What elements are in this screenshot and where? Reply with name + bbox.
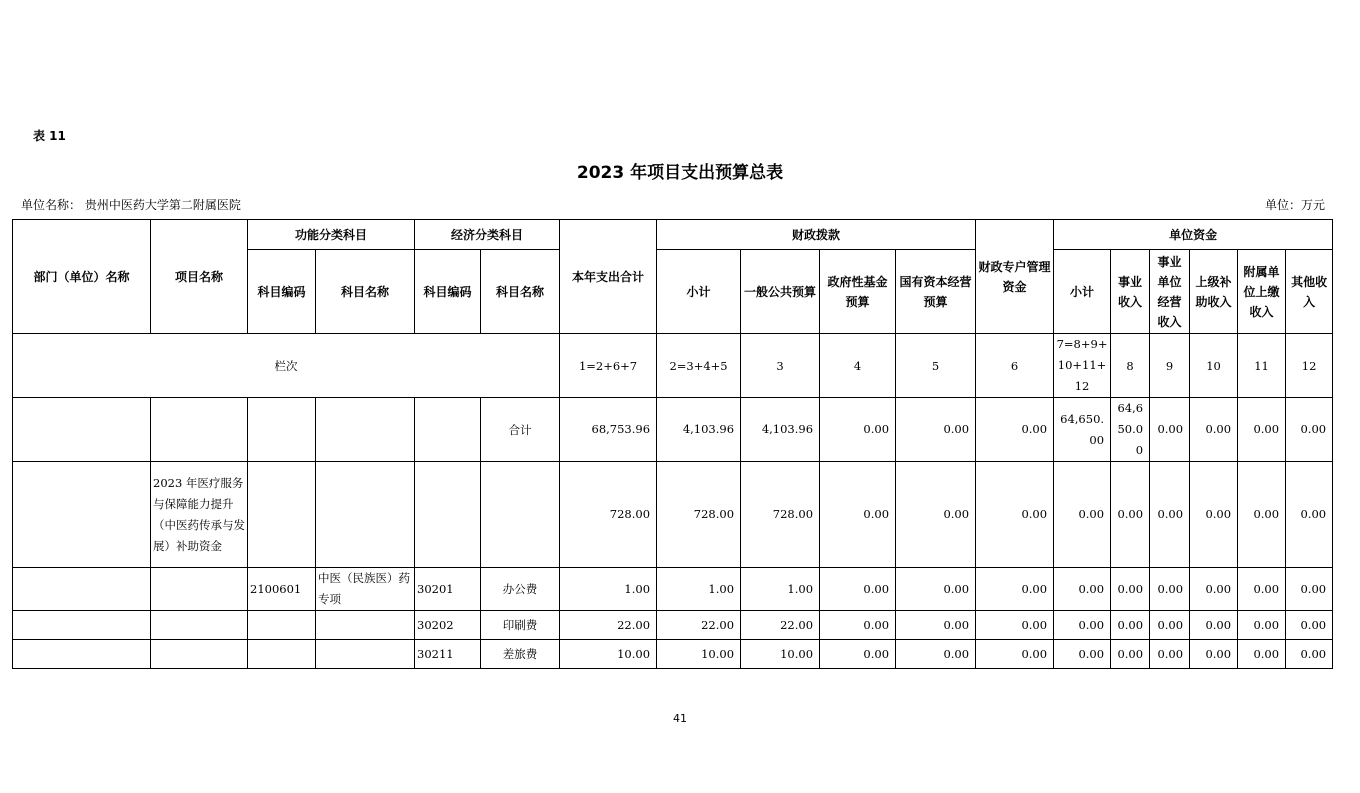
column-index-cell: 6 [976, 334, 1054, 398]
column-index-cell: 5 [896, 334, 976, 398]
column-index-cell: 2=3+4+5 [657, 334, 741, 398]
header-func-code: 科目编码 [248, 250, 316, 334]
table-row [13, 640, 1333, 669]
table-row [13, 398, 1333, 462]
amount-cell: 728.00 [560, 462, 657, 568]
amount-cell: 0.00 [820, 568, 896, 611]
project-name-cell: 2023 年医疗服务与保障能力提升（中医药传承与发展）补助资金 [151, 462, 248, 568]
header-econ-name: 科目名称 [481, 250, 560, 334]
column-index-cell: 9 [1150, 334, 1190, 398]
currency-unit: 单位：万元 [1264, 198, 1325, 212]
econ-code-cell: 30201 [415, 568, 481, 611]
column-index-row [13, 334, 1333, 398]
amount-cell: 0.00 [1150, 611, 1190, 640]
amount-cell: 0.00 [1190, 640, 1238, 669]
amount-cell: 22.00 [657, 611, 741, 640]
column-index-cell: 1=2+6+7 [560, 334, 657, 398]
amount-cell: 1.00 [560, 568, 657, 611]
amount-cell: 0.00 [976, 611, 1054, 640]
func-code-cell: 2100601 [248, 568, 316, 611]
amount-cell: 68,753.96 [560, 398, 657, 462]
amount-cell: 0.00 [896, 640, 976, 669]
amount-cell: 0.00 [820, 398, 896, 462]
amount-cell: 0.00 [1238, 640, 1286, 669]
column-index-cell: 12 [1286, 334, 1333, 398]
amount-cell: 10.00 [741, 640, 820, 669]
header-func-name: 科目名称 [316, 250, 415, 334]
header-total: 本年支出合计 [560, 220, 657, 334]
amount-cell: 0.00 [976, 398, 1054, 462]
func-name-cell [316, 611, 415, 640]
amount-cell: 0.00 [1238, 398, 1286, 462]
amount-cell: 22.00 [560, 611, 657, 640]
dept-cell [13, 462, 151, 568]
table-body [13, 398, 1333, 669]
table-number: 表 11 [33, 129, 66, 143]
column-index-cell: 11 [1238, 334, 1286, 398]
amount-cell: 0.00 [1111, 611, 1150, 640]
column-index-label: 栏次 [13, 334, 560, 398]
header-econ-group: 经济分类科目 [415, 220, 560, 250]
page-title: 2023 年项目支出预算总表 [576, 163, 784, 183]
amount-cell: 0.00 [976, 568, 1054, 611]
header-gov-fund: 政府性基金预算 [820, 250, 896, 334]
amount-cell: 728.00 [741, 462, 820, 568]
project-name-cell [151, 568, 248, 611]
func-name-cell [316, 398, 415, 462]
amount-cell: 64,650.00 [1111, 398, 1150, 462]
table-header [13, 220, 1333, 334]
amount-cell: 0.00 [820, 640, 896, 669]
unit-name [21, 196, 241, 213]
econ-name-cell: 办公费 [481, 568, 560, 611]
amount-cell: 0.00 [1054, 462, 1111, 568]
amount-cell: 0.00 [1190, 568, 1238, 611]
amount-cell: 0.00 [896, 462, 976, 568]
amount-cell: 10.00 [657, 640, 741, 669]
header-business-income: 事业收入 [1111, 250, 1150, 334]
header-func-group: 功能分类科目 [248, 220, 415, 250]
econ-name-cell: 合计 [481, 398, 560, 462]
econ-code-cell [415, 398, 481, 462]
amount-cell: 0.00 [1054, 640, 1111, 669]
header-other-income: 其他收入 [1286, 250, 1333, 334]
dept-cell [13, 568, 151, 611]
header-fiscal-subtotal: 小计 [657, 250, 741, 334]
func-code-cell [248, 640, 316, 669]
amount-cell: 0.00 [1286, 611, 1333, 640]
amount-cell: 0.00 [820, 462, 896, 568]
func-name-cell: 中医（民族医）药专项 [316, 568, 415, 611]
amount-cell: 0.00 [1238, 611, 1286, 640]
dept-cell [13, 640, 151, 669]
dept-cell [13, 398, 151, 462]
amount-cell: 0.00 [976, 640, 1054, 669]
econ-code-cell: 30211 [415, 640, 481, 669]
amount-cell: 0.00 [1150, 568, 1190, 611]
amount-cell: 0.00 [1190, 611, 1238, 640]
amount-cell: 0.00 [1238, 462, 1286, 568]
func-code-cell [248, 462, 316, 568]
amount-cell: 1.00 [741, 568, 820, 611]
econ-name-cell: 差旅费 [481, 640, 560, 669]
amount-cell: 0.00 [1111, 640, 1150, 669]
econ-name-cell: 印刷费 [481, 611, 560, 640]
amount-cell: 0.00 [896, 568, 976, 611]
header-affiliate-income: 附属单位上缴收入 [1238, 250, 1286, 334]
amount-cell: 0.00 [1111, 568, 1150, 611]
amount-cell: 0.00 [1238, 568, 1286, 611]
header-project: 项目名称 [151, 220, 248, 334]
column-index-cell: 10 [1190, 334, 1238, 398]
project-name-cell [151, 611, 248, 640]
amount-cell: 0.00 [896, 611, 976, 640]
func-code-cell [248, 611, 316, 640]
amount-cell: 0.00 [1054, 611, 1111, 640]
header-superior-subsidy: 上级补助收入 [1190, 250, 1238, 334]
func-code-cell [248, 398, 316, 462]
amount-cell: 728.00 [657, 462, 741, 568]
column-index-cell: 4 [820, 334, 896, 398]
amount-cell: 0.00 [1054, 568, 1111, 611]
budget-table [12, 219, 1333, 669]
header-fiscal-group: 财政拨款 [657, 220, 976, 250]
amount-cell: 22.00 [741, 611, 820, 640]
column-index-cell: 3 [741, 334, 820, 398]
amount-cell: 0.00 [1111, 462, 1150, 568]
amount-cell: 0.00 [1150, 640, 1190, 669]
header-state-capital: 国有资本经营预算 [896, 250, 976, 334]
header-unit-subtotal: 小计 [1054, 250, 1111, 334]
amount-cell: 0.00 [1150, 462, 1190, 568]
header-operating-income: 事业单位经营收入 [1150, 250, 1190, 334]
amount-cell: 0.00 [1286, 398, 1333, 462]
table-row [13, 462, 1333, 568]
amount-cell: 0.00 [976, 462, 1054, 568]
column-index-cell: 7=8+9+10+11+12 [1054, 334, 1111, 398]
amount-cell: 0.00 [896, 398, 976, 462]
amount-cell: 10.00 [560, 640, 657, 669]
header-unit-group: 单位资金 [1054, 220, 1333, 250]
header-special-fund: 财政专户管理资金 [976, 220, 1054, 334]
func-name-cell [316, 462, 415, 568]
amount-cell: 0.00 [1286, 568, 1333, 611]
unit-name-value: 贵州中医药大学第二附属医院 [84, 198, 241, 212]
header-general-budget: 一般公共预算 [741, 250, 820, 334]
amount-cell: 1.00 [657, 568, 741, 611]
amount-cell: 0.00 [820, 611, 896, 640]
amount-cell: 0.00 [1190, 462, 1238, 568]
amount-cell: 4,103.96 [657, 398, 741, 462]
amount-cell: 0.00 [1286, 462, 1333, 568]
table-row [13, 568, 1333, 611]
amount-cell: 0.00 [1286, 640, 1333, 669]
func-name-cell [316, 640, 415, 669]
header-dept: 部门（单位）名称 [13, 220, 151, 334]
table-row [13, 611, 1333, 640]
header-econ-code: 科目编码 [415, 250, 481, 334]
econ-code-cell [415, 462, 481, 568]
amount-cell: 64,650.00 [1054, 398, 1111, 462]
project-name-cell [151, 640, 248, 669]
unit-name-label: 单位名称： [21, 198, 82, 212]
amount-cell: 0.00 [1190, 398, 1238, 462]
column-index-cell: 8 [1111, 334, 1150, 398]
project-name-cell [151, 398, 248, 462]
econ-code-cell: 30202 [415, 611, 481, 640]
amount-cell: 0.00 [1150, 398, 1190, 462]
page-number: 41 [673, 712, 687, 725]
dept-cell [13, 611, 151, 640]
econ-name-cell [481, 462, 560, 568]
amount-cell: 4,103.96 [741, 398, 820, 462]
